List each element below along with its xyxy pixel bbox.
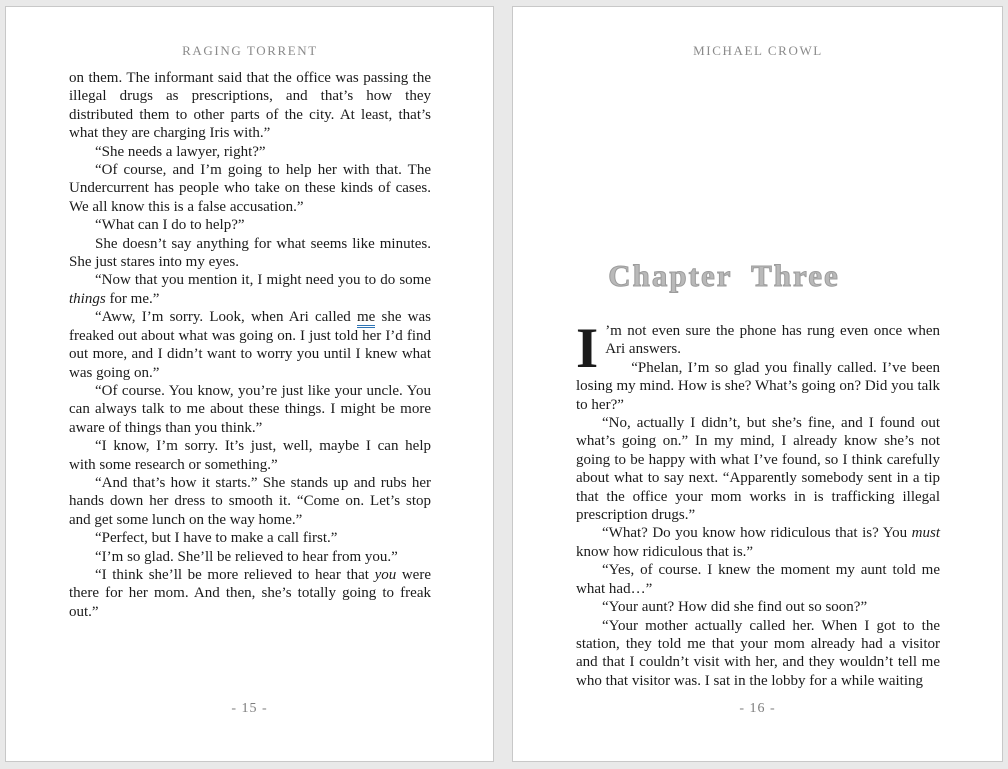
paragraph bbox=[69, 566, 431, 621]
text-run: “I think she’ll be more relieved to hear that bbox=[95, 566, 375, 583]
grammar-underlined-word[interactable]: me bbox=[357, 309, 375, 328]
paragraph bbox=[69, 548, 431, 566]
paragraph bbox=[69, 69, 431, 143]
text-run: “I know, I’m sorry. It’s just, well, maybe I can help with some research or something.” bbox=[69, 438, 431, 473]
text-run: “What can I do to help?” bbox=[95, 217, 245, 234]
text-run: “Of course. You know, you’re just like your uncle. You can always talk to me about these things. I might be more aware of things than you think.” bbox=[69, 382, 431, 436]
running-header-book-title: RAGING TORRENT bbox=[182, 43, 318, 58]
text-run: “Your aunt? How did she find out so soon?” bbox=[602, 599, 868, 616]
drop-cap: I bbox=[576, 317, 599, 380]
paragraph bbox=[69, 216, 431, 234]
text-run: “Aww, I’m sorry. Look, when Ari called bbox=[95, 309, 357, 326]
paragraph bbox=[69, 474, 431, 529]
emphasis-text: must bbox=[911, 525, 940, 542]
page-left-content bbox=[6, 7, 493, 621]
paragraph bbox=[576, 414, 940, 524]
text-run: “Your mother actually called her. When I got to the station, they told me that your mom already had a visitor and that I couldn’t visit with her, and they wouldn’t tell me who that visitor was. I sat in the lobby for a while waiting bbox=[576, 617, 940, 689]
text-run: “Now that you mention it, I might need you to do some bbox=[95, 272, 431, 289]
running-header-author-name: MICHAEL CROWL bbox=[693, 43, 823, 58]
page-right-body-text bbox=[576, 317, 940, 690]
text-run: “Phelan, I’m so glad you finally called. I’ve been losing my mind. How is she? What’s going on? Did you talk to her?” bbox=[576, 359, 940, 413]
text-run: “What? Do you know how ridiculous that is? You bbox=[602, 525, 912, 542]
paragraph bbox=[576, 524, 940, 561]
text-run: “She needs a lawyer, right?” bbox=[95, 143, 266, 160]
paragraph bbox=[576, 561, 940, 598]
page-right bbox=[512, 6, 1003, 762]
text-run: “And that’s how it starts.” She stands up and rubs her hands down her dress to smooth it. “Come on. Let’s stop and get some lunch on the way home.” bbox=[69, 474, 431, 528]
paragraph bbox=[576, 359, 940, 414]
paragraph bbox=[69, 235, 431, 272]
text-run: She doesn’t say anything for what seems like minutes. She just stares into my eyes. bbox=[69, 235, 431, 271]
page-left bbox=[5, 6, 494, 762]
paragraph bbox=[576, 598, 940, 616]
text-run: ’m not even sure the phone has rung even once when Ari answers. bbox=[605, 323, 940, 358]
text-run: “No, actually I didn’t, but she’s fine, and I found out what’s going on.” In my mind, I already know she’s not going to be happy with what I’ve found, so I think carefully about what to say next. “Apparently somebody sent in a tip that the office your mom works in is trafficking illegal prescription drugs.” bbox=[576, 415, 940, 524]
paragraph bbox=[69, 271, 431, 308]
text-run: “Of course, and I’m going to help her with that. The Undercurrent has people who take on these kinds of cases. We all know this is a false accusation.” bbox=[69, 162, 431, 215]
paragraph bbox=[576, 317, 940, 380]
page-left-body-text bbox=[69, 69, 431, 621]
emphasis-text: you bbox=[374, 566, 397, 583]
text-run: know how ridiculous that is.” bbox=[576, 543, 754, 560]
chapter-title: Chapter Three bbox=[608, 258, 840, 293]
text-run: “Yes, of course. I knew the moment my aunt told me what had…” bbox=[576, 562, 940, 597]
text-run: were there for her mom. And then, she’s totally going to freak out.” bbox=[69, 566, 431, 620]
paragraph bbox=[69, 143, 431, 161]
text-run: “I’m so glad. She’ll be relieved to hear from you.” bbox=[95, 548, 398, 565]
emphasis-text: things bbox=[69, 290, 106, 307]
paragraph bbox=[69, 529, 431, 547]
text-run: for me.” bbox=[105, 290, 160, 307]
paragraph bbox=[69, 382, 431, 437]
text-run: “Perfect, but I have to make a call first.” bbox=[95, 530, 338, 547]
text-run: she was freaked out about what was going on. I just told her I’d find out more, and I didn’t want to worry you until I knew what was going on.” bbox=[69, 309, 431, 381]
page-number-left: - 15 - bbox=[231, 701, 268, 716]
paragraph bbox=[69, 308, 431, 382]
text-run: on them. The informant said that the office was passing the illegal drugs as prescriptions, and that’s how they distributed them to other parts of the city. At least, that’s what they are charging Iris with.” bbox=[69, 70, 431, 142]
page-number-right: - 16 - bbox=[739, 701, 776, 716]
paragraph bbox=[576, 617, 940, 691]
paragraph bbox=[69, 437, 431, 474]
paragraph bbox=[69, 161, 431, 216]
page-right-content bbox=[513, 7, 1002, 690]
